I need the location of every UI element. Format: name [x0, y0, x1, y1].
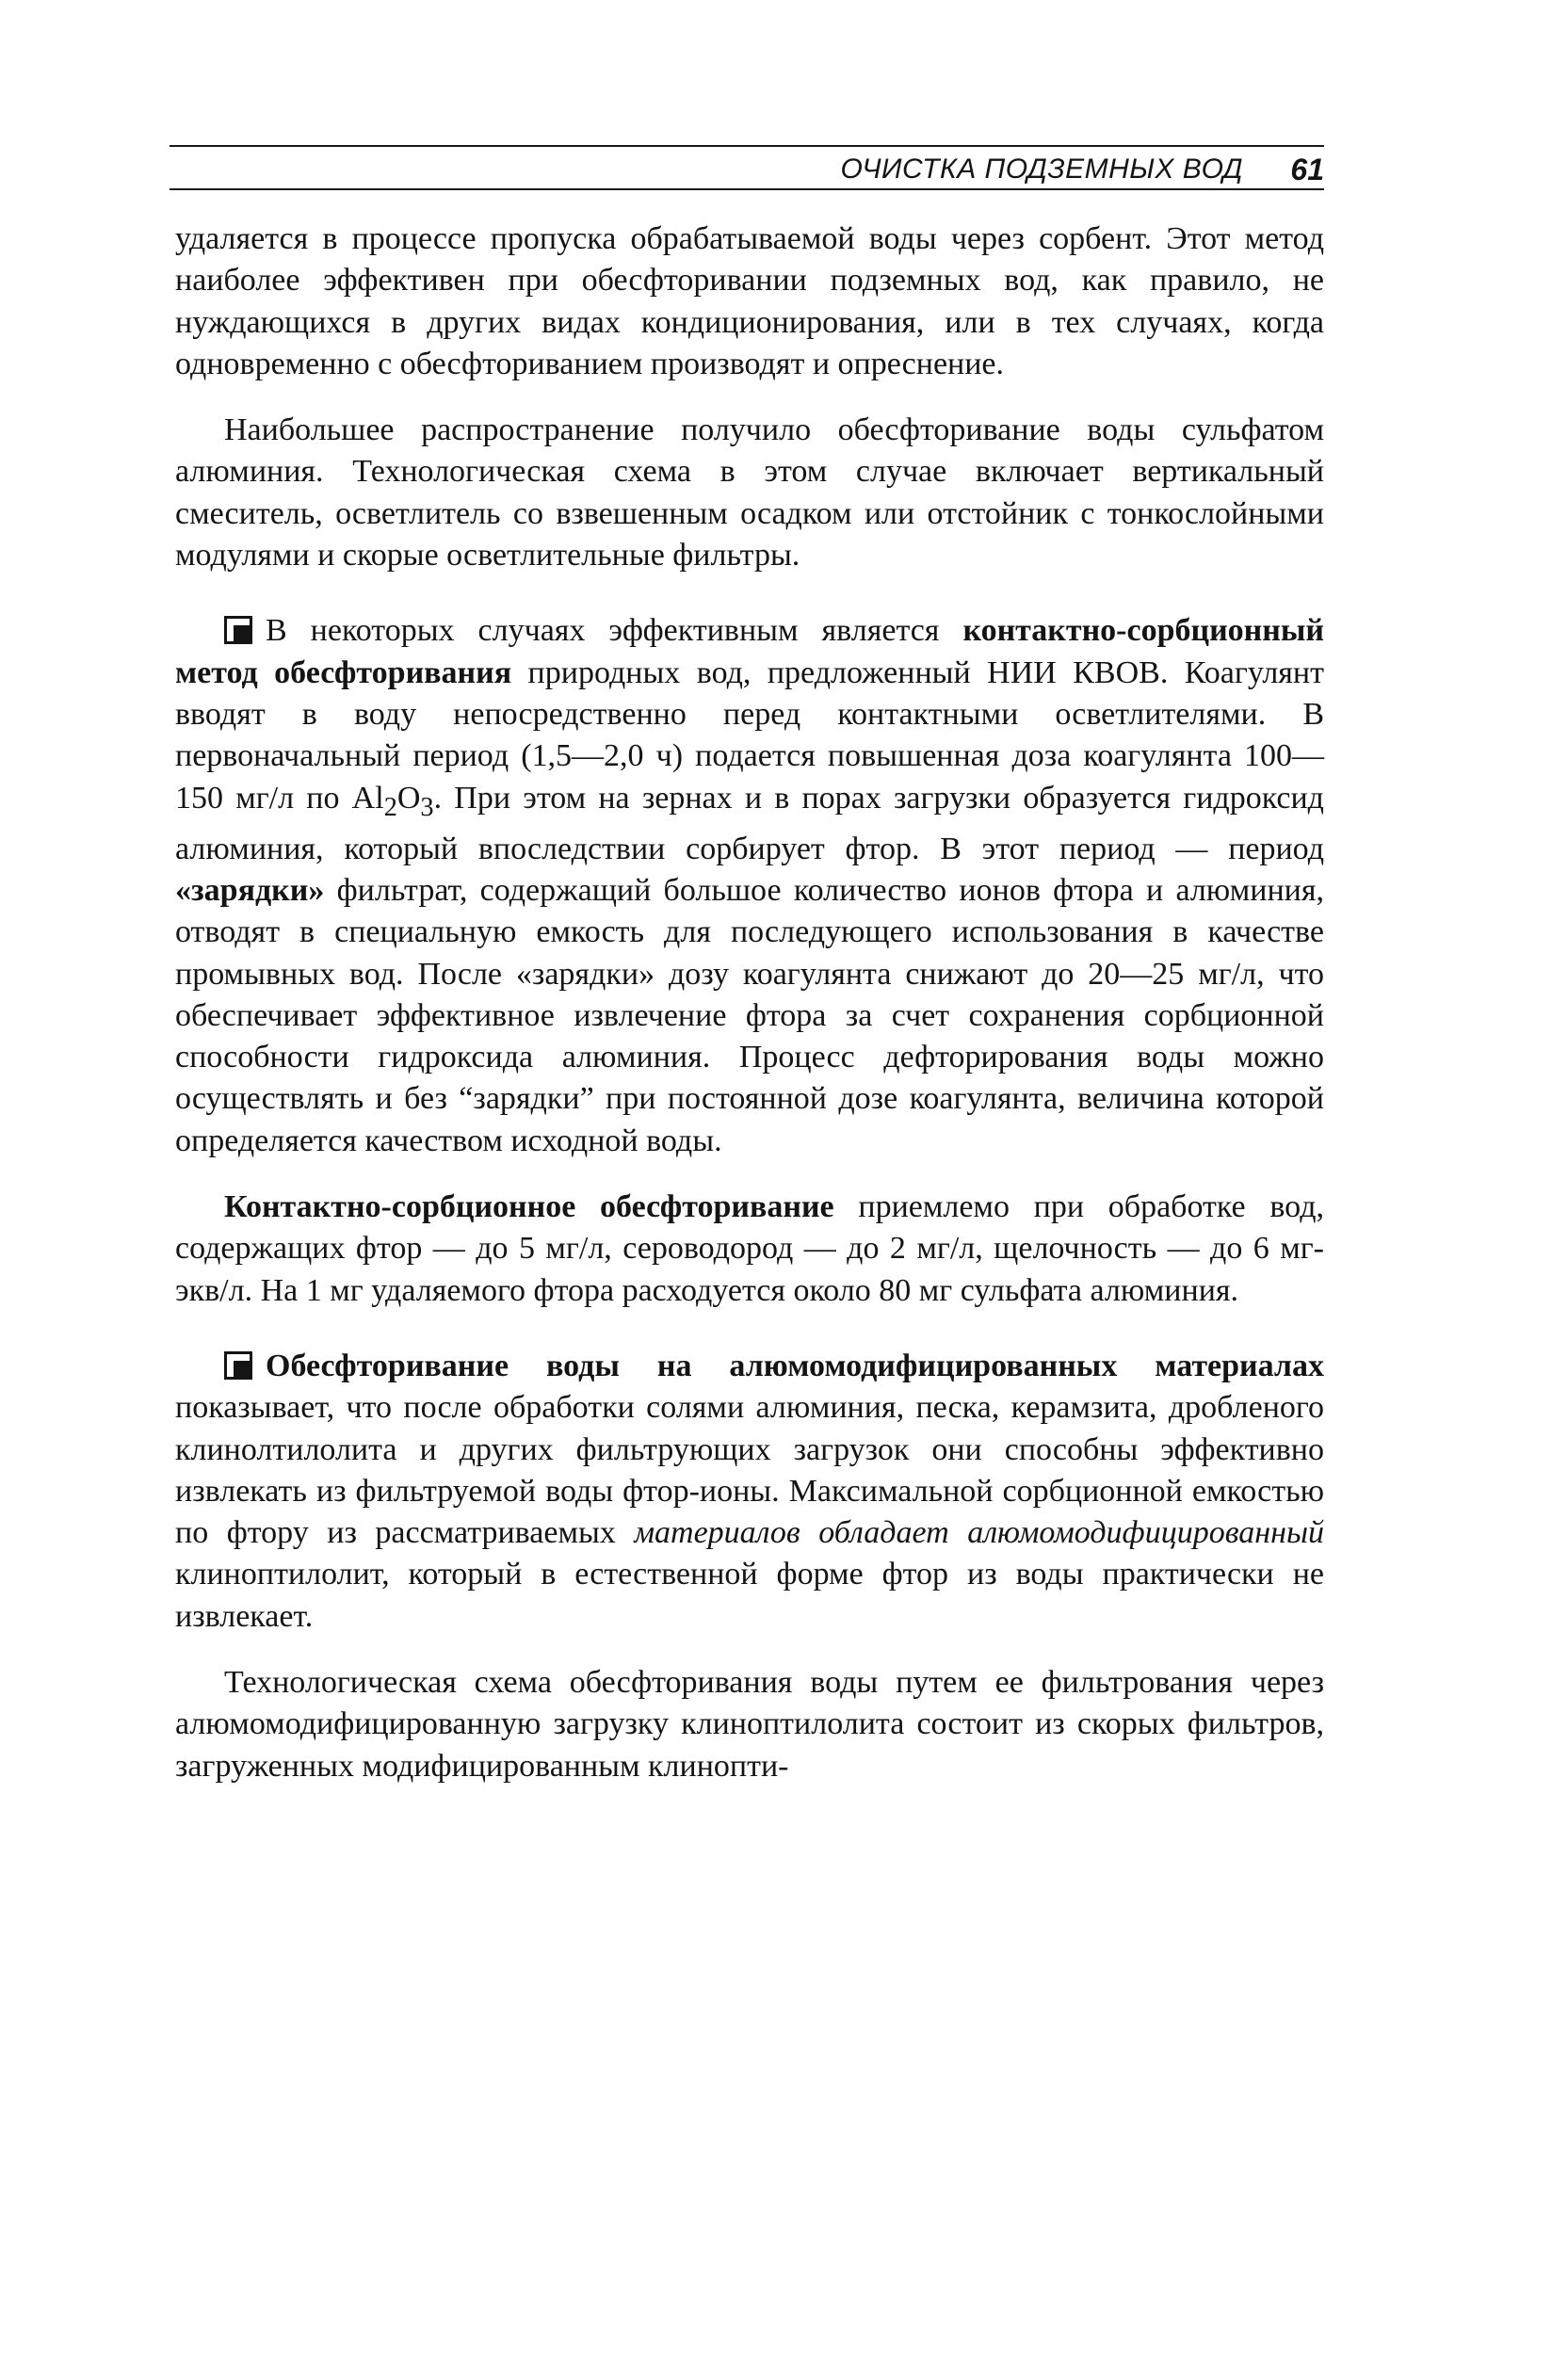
term-contact-sorption-method: контактно-сорбционный метод обесфторивания [175, 613, 1324, 690]
paragraph-1: удаляется в процессе пропуска обрабатываемой воды через сорбент. Этот метод наиболее эффективен при обесфторивании подземных вод, как правило, не нуждающихся в других видах кондиционирования, или в тех случаях, когда одновременно с обесфториванием производят и опреснение. [175, 221, 1324, 381]
paragraph-3: В некоторых случаях эффективным является контактно-сорбционный метод обесфторивания природных вод, предложенный НИИ КВОВ. Коагулянт вводят в воду непосредственно перед контактными осветлителями. В первоначальный период (1,5—2,0 ч) подается повышенная доза коагулянта 100—150 мг/л по $Al_2O_3$. При этом на зернах и в порах загрузки образуется гидроксид алюминия, который впоследствии сорбирует фтор. В этот период — период «зарядки» фильтрат, содержащий большое количество ионов фтора и алюминия, отводят в специальную емкость для последующего использования в качестве промывных вод. После «зарядки» дозу коагулянта снижают до 20—25 мг/л, что обеспечивает эффективное извлечение фтора за счет сохранения сорбционной способности гидроксида алюминия. Процесс дефторирования воды можно осуществлять и без “зарядки” при постоянной дозе коагулянта, величина которой определяется качеством исходной воды. [175, 613, 1324, 1158]
paragraph-2: Наибольшее распространение получило обесфторивание воды сульфатом алюминия. Технологическая схема в этом случае включает вертикальный смеситель, осветлитель со взвешенным осадком или отстойник с тонкослойными модулями и скорые осветлительные фильтры. [175, 412, 1324, 574]
top-rule [170, 145, 1324, 147]
term-charging: «зарядки» [175, 872, 325, 908]
checkbox-arrow-icon [224, 1351, 256, 1380]
running-title: ОЧИСТКА ПОДЗЕМНЫХ ВОД [840, 153, 1243, 185]
header-rule [170, 188, 1324, 190]
paragraph-5: Обесфторивание воды на алюмомодифицированных материалах показывает, что после обработки солями алюминия, песка, керамзита, дробленого клинолтилолита и других фильтрующих загрузок они способны эффективно извлекать из фильтруемой воды фтор-ионы. Максимальной сорбционной емкостью по фтору из рассматриваемых материалов обладает алюмомодифицированный клиноптилолит, который в естественной форме фтор из воды практически не извлекает. [175, 1348, 1324, 1634]
checkbox-arrow-icon [224, 616, 256, 644]
body-text [175, 218, 1324, 1787]
running-header [170, 151, 1324, 188]
paragraph-4: Контактно-сорбционное обесфторивание приемлемо при обработке вод, содержащих фтор — до 5 мг/л, сероводород — до 2 мг/л, щелочность — до 6 мг-экв/л. На 1 мг удаляемого фтора расходуется около 80 мг сульфата алюминия. [175, 1189, 1324, 1308]
term-alumomodified-materials: Обесфторивание воды на алюмомодифицированных материалах [266, 1348, 1324, 1383]
term-contact-sorption-defluorination: Контактно-сорбционное обесфторивание [224, 1189, 834, 1225]
paragraph-6: Технологическая схема обесфторивания воды путем ее фильтрования через алюмомодифицированную загрузку клиноптилолита состоит из скорых фильтров, загруженных модифицированным клинопти- [175, 1665, 1324, 1784]
page-number: 61 [1290, 153, 1324, 186]
